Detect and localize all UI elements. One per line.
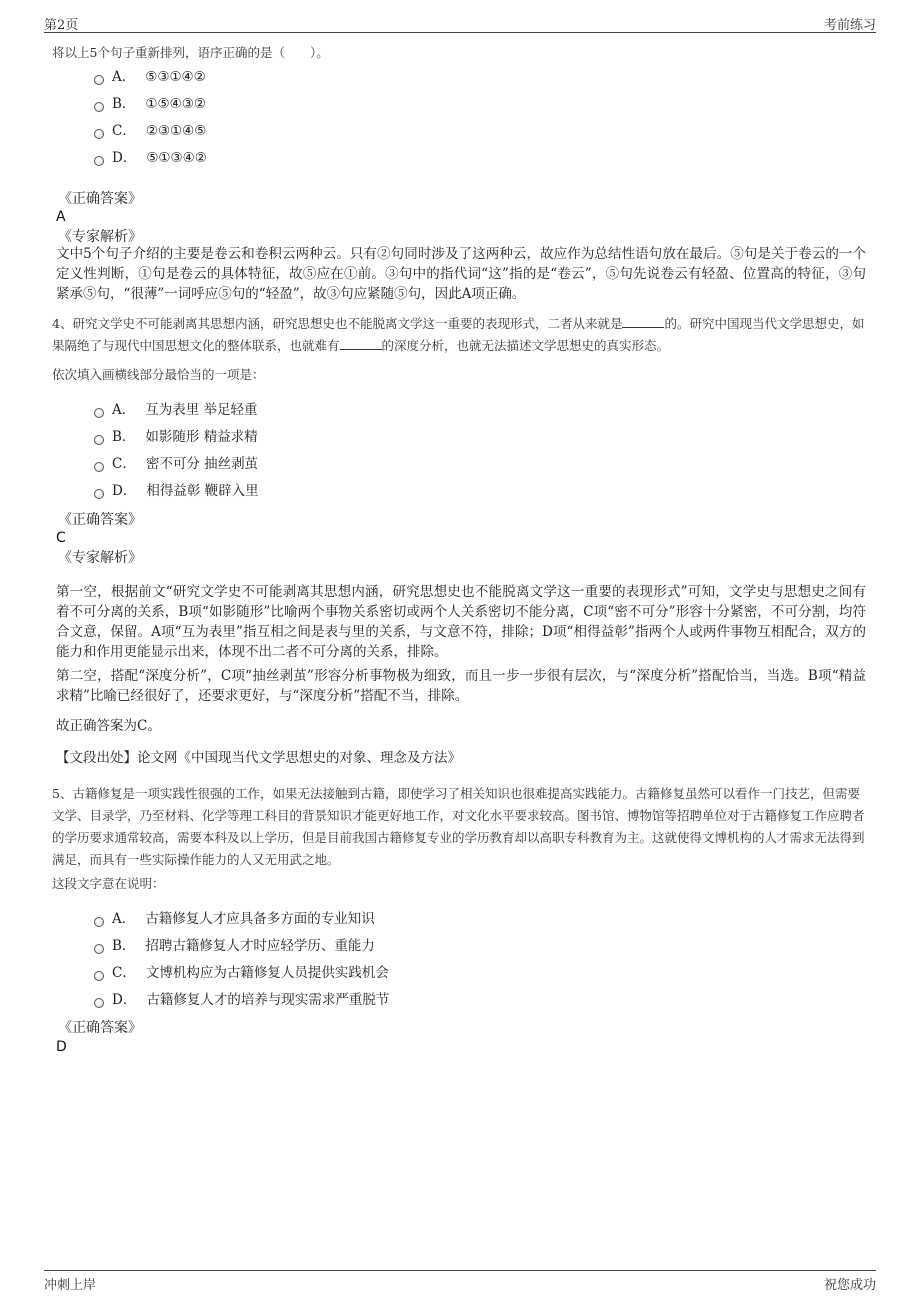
option-key: D．: [112, 483, 137, 499]
option-key: B．: [112, 429, 136, 445]
option-key: D．: [112, 992, 137, 1008]
radio-icon[interactable]: [94, 944, 104, 954]
option-text: 相得益彰 鞭辟入里: [146, 483, 259, 499]
option-key: B．: [112, 938, 136, 954]
option-key: A．: [112, 911, 136, 927]
option-key: C．: [112, 456, 136, 472]
q5-stem: 5、古籍修复是一项实践性很强的工作，如果无法接触到古籍，即使学习了相关知识也很难提高实践能力。古籍修复虽然可以看作一门技艺，但需要文学、目录学，乃至材料、化学等理工科目的背景知识才能更好地工作，对文化水平要求较高。图书馆、博物馆等招聘单位对于古籍修复工作应聘者的学历要求通常较高，需要本科及以上学历，但是目前我国古籍修复专业的学历教育却以高职专科教育为主。这就使得文博机构的人才需求无法得到满足，而具有一些实际操作能力的人又无用武之地。: [52, 786, 865, 867]
option-text: 古籍修复人才应具备多方面的专业知识: [145, 911, 375, 927]
page-header: [44, 14, 876, 33]
radio-icon[interactable]: [94, 435, 104, 445]
option-key: C．: [112, 965, 136, 981]
radio-icon[interactable]: [94, 156, 104, 166]
option-text: 文博机构应为古籍修复人员提供实践机会: [145, 965, 389, 981]
q3-analysis: 文中5个句子介绍的主要是卷云和卷积云两种云。只有②句同时涉及了这两种云，故应作为总结性语句放在最后。⑤句是关于卷云的一个定义性判断，①句是卷云的具体特征，故⑤应在①前。③句中的指代词“这”指的是“卷云”，⑤句先说卷云有轻盈、位置高的特征，③句紧承⑤句，“很薄”一词呼应⑤句的“轻盈”，故③句应紧随⑤句，因此A项正确。: [56, 246, 866, 302]
q4-source: 【文段出处】论文网《中国现当代文学思想史的对象、理念及方法》: [56, 750, 461, 766]
q4-stem-part1: 4、研究文学史不可能剥离其思想内涵，研究思想史也不能脱离文学这一重要的表现形式，二者从来就是: [52, 316, 623, 331]
radio-icon[interactable]: [94, 75, 104, 85]
radio-icon[interactable]: [94, 917, 104, 927]
footer-right: 祝您成功: [823, 1278, 876, 1293]
q5-option-d[interactable]: [94, 989, 389, 1011]
option-text: ⑤③①④②: [145, 69, 206, 85]
radio-icon[interactable]: [94, 129, 104, 139]
page-number: 第2页: [44, 18, 79, 33]
q4-analysis-p1: 第一空，根据前文“研究文学史不可能剥离其思想内涵，研究思想史也不能脱离文学这一重要的表现形式”可知，文学史与思想史之间有着不可分离的关系，B项“如影随形”比喻两个事物关系密切或两个人关系密切不能分离，C项“密不可分”形容十分紧密，不可分割，均符合文意，保留。A项“互为表里”指互相之间是表与里的关系，与文意不符，排除；D项“相得益彰”指两个人或两件事物互相配合，双方的能力和作用更能显示出来，体现不出二者不可分离的关系，排除。: [56, 584, 866, 660]
header-title: 考前练习: [823, 18, 876, 33]
option-text: 招聘古籍修复人才时应轻学历、重能力: [145, 938, 375, 954]
q4-option-b[interactable]: [94, 426, 258, 448]
q4-stem: [52, 313, 868, 357]
q4-answer: C: [56, 530, 66, 546]
option-text: ⑤①③④②: [146, 150, 207, 166]
option-text: ②③①④⑤: [145, 123, 207, 139]
q4-option-d[interactable]: [94, 480, 259, 502]
q3-answer: A: [56, 209, 66, 225]
radio-icon[interactable]: [94, 462, 104, 472]
option-text: 古籍修复人才的培养与现实需求严重脱节: [146, 992, 390, 1008]
q5-option-c[interactable]: [94, 962, 389, 984]
radio-icon[interactable]: [94, 102, 104, 112]
q3-option-a[interactable]: [94, 66, 206, 88]
fill-blank-1: [622, 315, 664, 328]
option-text: 互为表里 举足轻重: [145, 402, 258, 418]
radio-icon[interactable]: [94, 489, 104, 499]
radio-icon[interactable]: [94, 998, 104, 1008]
q5-prompt: 这段文字意在说明：: [52, 876, 165, 891]
option-key: B．: [112, 96, 136, 112]
q3-stem: 将以上5个句子重新排列，语序正确的是（ ）。: [52, 45, 329, 60]
q4-analysis-p2: 第二空，搭配“深度分析”，C项“抽丝剥茧”形容分析事物极为细致，而且一步一步很有层次，与“深度分析”搭配恰当，当选。B项“精益求精”比喻已经很好了，还要求更好，与“深度分析”搭配不当，排除。: [56, 668, 866, 704]
option-key: A．: [112, 402, 136, 418]
q4-analysis-label: 《专家解析》: [58, 550, 142, 566]
q4-prompt: 依次填入画横线部分最恰当的一项是：: [52, 367, 265, 382]
q3-option-b[interactable]: [94, 93, 206, 115]
q5-answer-label: 《正确答案》: [58, 1020, 142, 1036]
q3-analysis-label: 《专家解析》: [58, 229, 142, 245]
q4-answer-label: 《正确答案》: [58, 512, 142, 528]
q5-answer: D: [56, 1039, 67, 1055]
page-footer: [44, 1270, 876, 1291]
radio-icon[interactable]: [94, 408, 104, 418]
q5-option-a[interactable]: [94, 908, 375, 930]
q4-option-c[interactable]: [94, 453, 258, 475]
q4-analysis-p3: 故正确答案为C。: [56, 718, 161, 734]
q4-option-a[interactable]: [94, 399, 258, 421]
q5-option-b[interactable]: [94, 935, 375, 957]
q3-answer-label: 《正确答案》: [58, 191, 142, 207]
option-key: C．: [112, 123, 136, 139]
q3-option-d[interactable]: [94, 147, 207, 169]
option-key: A．: [112, 69, 136, 85]
option-text: 如影随形 精益求精: [145, 429, 258, 445]
q4-stem-part3: 的深度分析，也就无法描述文学思想史的真实形态。: [381, 338, 670, 353]
q3-option-c[interactable]: [94, 120, 206, 142]
option-key: D．: [112, 150, 137, 166]
q4-stem-part2: 的。研究中国现当代文学思想史，如果隔绝了与现代中国思想文化的整体联系，也就难有: [52, 316, 865, 353]
footer-left: 冲刺上岸: [44, 1278, 97, 1293]
radio-icon[interactable]: [94, 971, 104, 981]
fill-blank-2: [340, 337, 382, 350]
option-text: 密不可分 抽丝剥茧: [145, 456, 259, 472]
option-text: ①⑤④③②: [145, 96, 206, 112]
